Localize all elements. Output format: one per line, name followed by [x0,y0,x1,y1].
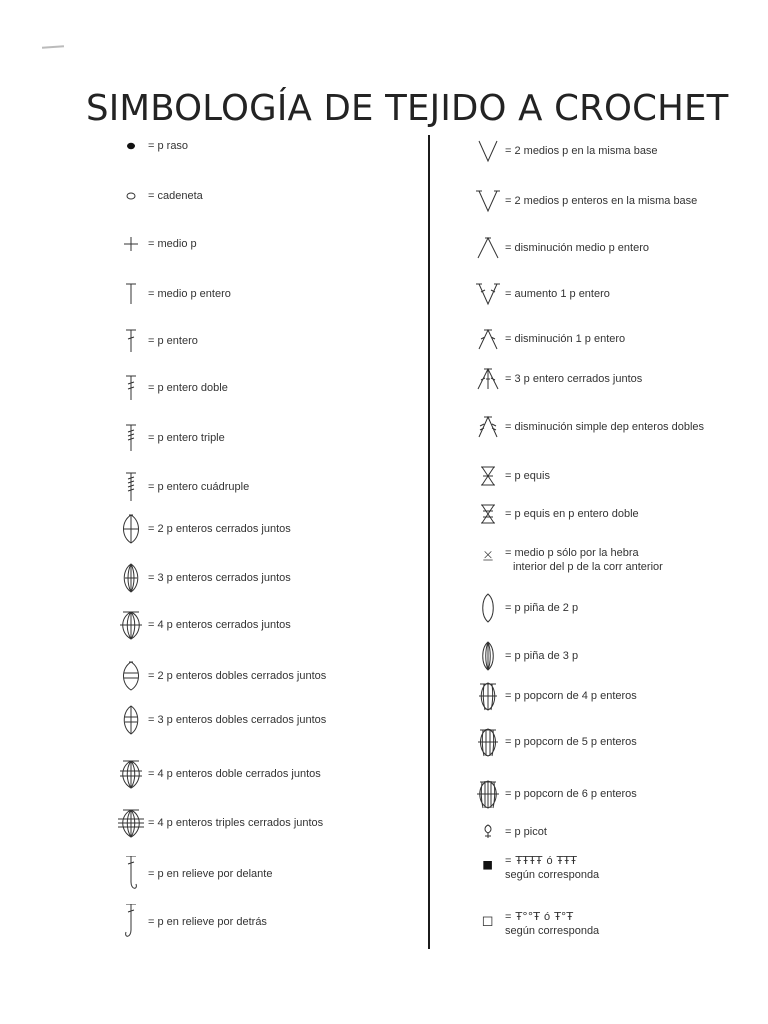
t-four-bar-icon [116,469,146,505]
v-increase-icon [473,276,503,312]
column-divider [428,135,430,949]
dot-icon [116,128,146,164]
legend-item-aumento-1-p-entero: = aumento 1 p entero [473,280,610,308]
legend-item-p-entero-doble: = p entero doble [116,374,228,402]
cluster-4-icon [116,607,146,643]
legend-item-p-entero-triple: = p entero triple [116,424,225,452]
inverted-v-icon [473,230,503,266]
t-icon [116,276,146,312]
legend-item-cadeneta: = cadeneta [116,182,203,210]
legend-item-picot: = p picot [473,818,547,846]
three-together-icon [473,361,503,397]
cluster-2-double-icon [116,658,146,694]
empty-square-icon [473,910,503,938]
legend-item-relief-front: = p en relieve por delante [116,860,272,888]
legend-item-cluster-3: = 3 p enteros cerrados juntos [116,564,291,592]
cluster-3-double-icon [116,702,146,738]
legend-item-cluster-2: = 2 p enteros cerrados juntos [116,515,291,543]
picot-icon [473,814,503,850]
label-line-1: = medio p sólo por la hebra [505,547,639,559]
legend-item-p-equis-doble: = p equis en p entero doble [473,500,639,528]
relief-front-icon [116,856,146,892]
legend-item-popcorn-4: = p popcorn de 4 p enteros [473,682,637,710]
legend-item-medio-p: = medio p [116,230,197,258]
x-double-icon [473,496,503,532]
oval-icon [116,178,146,214]
stitch-symbols-4: ŦŦŦŦ [515,854,543,867]
popcorn-4-icon [473,678,503,714]
legend-item-disminucion-1-p-entero: = disminución 1 p entero [473,325,625,353]
legend-item-popcorn-5: = p popcorn de 5 p enteros [473,728,637,756]
legend-item-disminucion-medio-p-entero: = disminución medio p entero [473,234,649,262]
puff-2-icon [473,590,503,626]
t-two-bar-icon [116,370,146,406]
stitch-symbols-chain-3: Ŧ°Ŧ [554,910,574,923]
legend-item-pina-3: = p piña de 3 p [473,642,578,670]
label-line-2: según corresponda [505,925,600,937]
legend-item-cluster-3-double: = 3 p enteros dobles cerrados juntos [116,706,326,734]
legend-item-medio-p-entero: = medio p entero [116,280,231,308]
legend-item-cluster-2-double: = 2 p enteros dobles cerrados juntos [116,662,326,690]
cluster-4-triple-icon [116,805,146,841]
legend-item-filled-square [473,854,599,890]
t-one-bar-icon [116,323,146,359]
popcorn-5-icon [473,724,503,760]
decrease-double-icon [473,409,503,445]
legend-item-relief-back: = p en relieve por detrás [116,908,267,936]
legend-item-p-raso: = p raso [116,132,188,160]
cluster-4-double-icon [116,756,146,792]
equals-sign: = [505,911,512,923]
x-stitch-icon [473,458,503,494]
legend-item-medio-p-hebra-interior [473,546,663,582]
decrease-1-icon [473,321,503,357]
or-text: ó [544,911,551,923]
page-title: SIMBOLOGÍA DE TEJIDO A CROCHET [86,87,729,129]
v-bars-icon [473,183,503,219]
plus-icon [116,226,146,262]
equals-sign: = [505,855,512,867]
legend-item-p-entero: = p entero [116,327,198,355]
legend-item-pina-2: = p piña de 2 p [473,594,578,622]
or-text: ó [546,855,553,867]
label-line-2: interior del p de la corr anterior [513,561,663,573]
legend-item-3-p-entero-cerrados: = 3 p entero cerrados juntos [473,365,642,393]
legend-item-disminucion-simple-dobles: = disminución simple dep enteros dobles [473,413,704,441]
legend-item-popcorn-6: = p popcorn de 6 p enteros [473,780,637,808]
legend-item-p-equis: = p equis [473,462,550,490]
x-underline-icon [473,546,503,570]
v-icon [473,133,503,169]
legend-item-cluster-4-double: = 4 p enteros doble cerrados juntos [116,760,321,788]
popcorn-6-icon [473,776,503,812]
legend-item-2-medios-p-enteros: = 2 medios p enteros en la misma base [473,187,697,215]
legend-item-empty-square [473,910,599,946]
puff-3-icon [473,638,503,674]
stitch-symbols-3: ŦŦŦ [556,854,577,867]
cluster-3-icon [116,560,146,596]
legend-item-cluster-4-triple: = 4 p enteros triples cerrados juntos [116,809,323,837]
cluster-2-icon [116,511,146,547]
relief-back-icon [116,904,146,940]
t-three-bar-icon [116,420,146,456]
legend-item-cluster-4: = 4 p enteros cerrados juntos [116,611,291,639]
stitch-symbols-chain-4: Ŧ°°Ŧ [515,910,540,923]
legend-item-p-entero-cuadruple: = p entero cuádruple [116,473,249,501]
label-line-2: según corresponda [505,869,600,881]
legend-item-2-medios-p: = 2 medios p en la misma base [473,137,658,165]
filled-square-icon [473,854,503,882]
scan-mark [42,45,64,49]
